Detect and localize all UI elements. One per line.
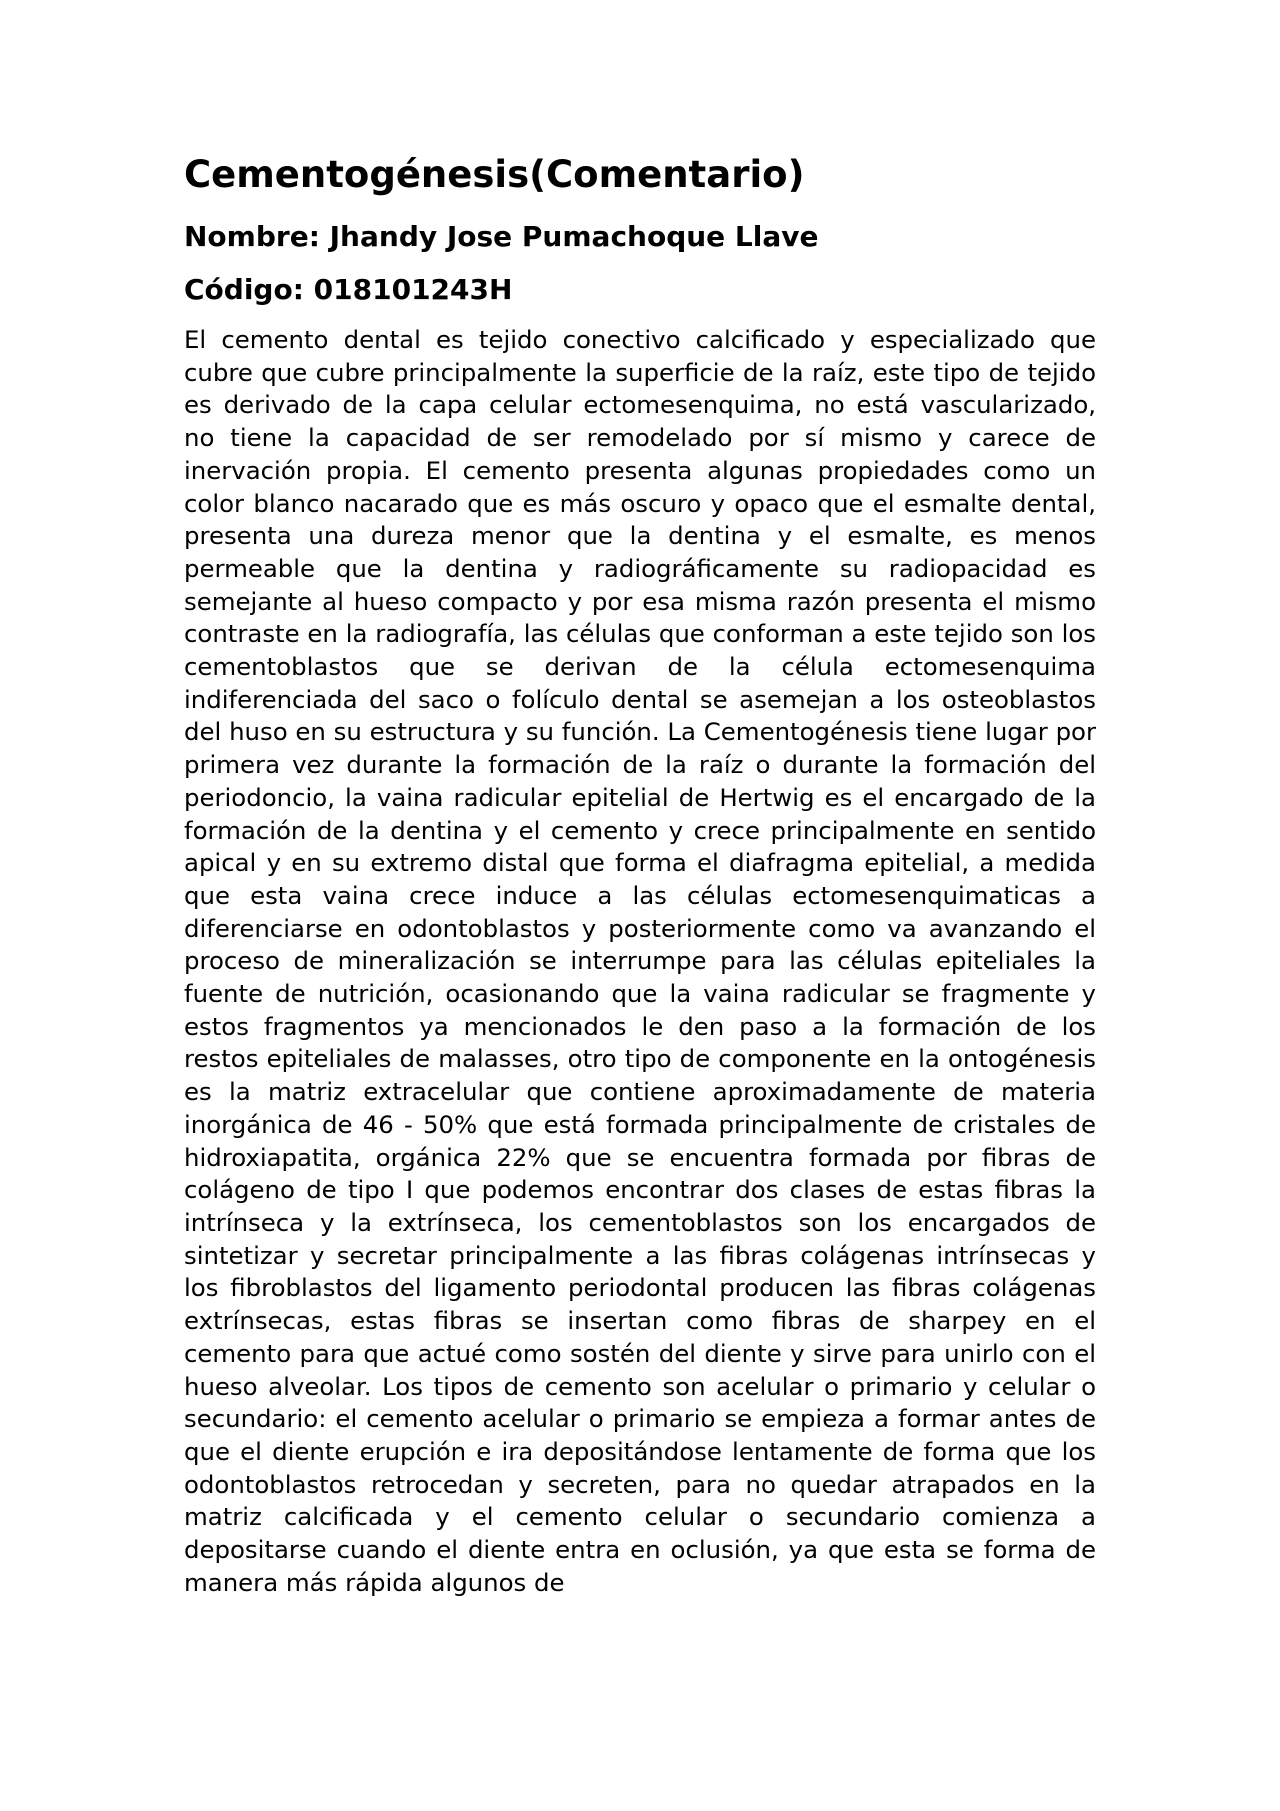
document-title: Cementogénesis(Comentario) <box>184 153 805 196</box>
author-name-line: Nombre: Jhandy Jose Pumachoque Llave <box>184 220 819 253</box>
body-paragraph: El cemento dental es tejido conectivo calcificado y especializado que cubre que cubre principalmente la superficie de la raíz, este tipo de tejido es derivado de la capa celular ectomesenquima, no está vascularizado, no tiene la capacidad de ser remodelado por sí mismo y carece de inervación propia. El cemento presenta algunas propiedades como un color blanco nacarado que es más oscuro y opaco que el esmalte dental, presenta una dureza menor que la dentina y el esmalte, es menos permeable que la dentina y radiográficamente su radiopacidad es semejante al hueso compacto y por esa misma razón presenta el mismo contraste en la radiografía, las células que conforman a este tejido son los cementoblastos que se derivan de la célula ectomesenquima indiferenciada del saco o folículo dental se asemejan a los osteoblastos del huso en su estructura y su función. La Cementogénesis tiene lugar por primera vez durante la formación de la raíz o durante la formación del periodoncio, la vaina radicular epitelial de Hertwig es el encargado de la formación de la dentina y el cemento y crece principalmente en sentido apical y en su extremo distal que forma el diafragma epitelial, a medida que esta vaina crece induce a las células ectomesenquimaticas a diferenciarse en odontoblastos y posteriormente como va avanzando el proceso de mineralización se interrumpe para las células epiteliales la fuente de nutrición, ocasionando que la vaina radicular se fragmente y estos fragmentos ya mencionados le den paso a la formación de los restos epiteliales de malasses, otro tipo de componente en la ontogénesis es la matriz extracelular que contiene aproximadamente de materia inorgánica de 46 - 50% que está formada principalmente de cristales de hidroxiapatita, orgánica 22% que se encuentra formada por fibras de colágeno de tipo I que podemos encontrar dos clases de estas fibras la intrínseca y la extrínseca, los cementoblastos son los encargados de sintetizar y secretar principalmente a las fibras colágenas intrínsecas y los fibroblastos del ligamento periodontal producen las fibras colágenas extrínsecas, estas fibras se insertan como fibras de sharpey en el cemento para que actué como sostén del diente y sirve para unirlo con el hueso alveolar. Los tipos de cemento son acelular o primario y celular o secundario: el cemento acelular o primario se empieza a formar antes de que el diente erupción e ira depositándose lentamente de forma que los odontoblastos retrocedan y secreten, para no quedar atrapados en la matriz calcificada y el cemento celular o secundario comienza a depositarse cuando el diente entra en oclusión, ya que esta se forma de manera más rápida algunos de <box>184 325 1096 1597</box>
student-code-line: Código: 018101243H <box>184 273 513 306</box>
document-content <box>184 150 1096 1599</box>
